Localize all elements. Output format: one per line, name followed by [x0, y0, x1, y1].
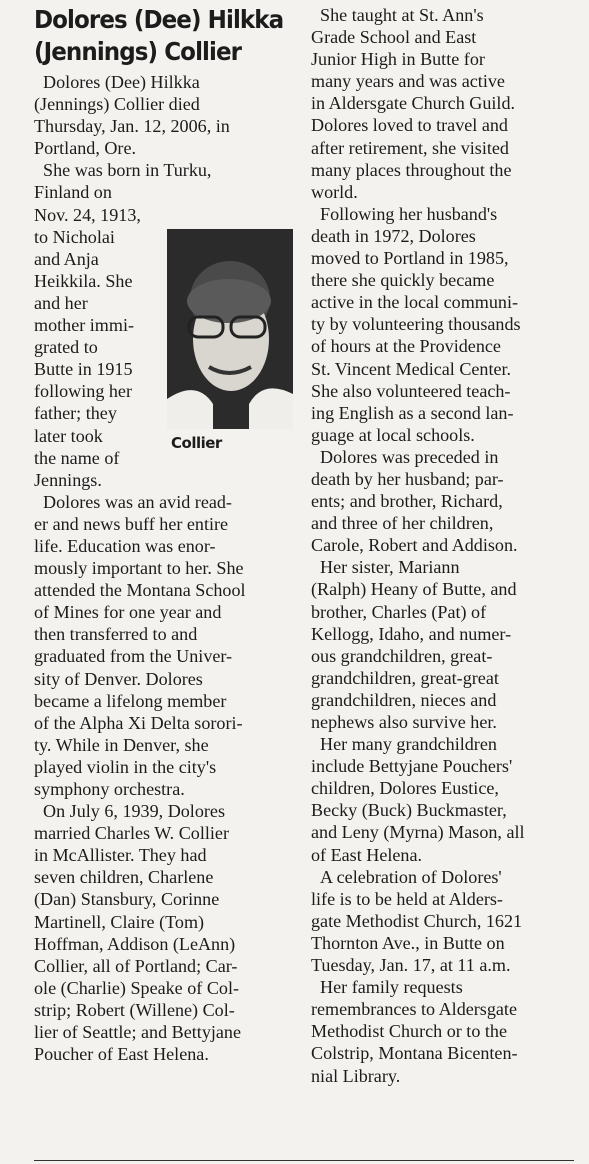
- right-column-line: gate Methodist Church, 1621: [311, 910, 523, 931]
- left-column-line: (Jennings) Collier died: [34, 94, 200, 115]
- right-column-line: nial Library.: [311, 1065, 401, 1086]
- left-column-line: Heikkila. She: [34, 270, 133, 291]
- right-column-line: ents; and brother, Richard,: [311, 491, 503, 512]
- right-column-line: after retirement, she visited: [311, 137, 509, 158]
- right-column-line: Her family requests: [311, 977, 463, 998]
- left-column-line: Butte in 1915: [34, 359, 133, 380]
- right-column-line: and three of her children,: [311, 513, 494, 534]
- right-column-line: many places throughout the: [311, 159, 512, 180]
- left-column-line: Dolores was an avid read-: [34, 491, 232, 512]
- right-column-line: many years and was active: [311, 71, 505, 92]
- right-column-line: brother, Charles (Pat) of: [311, 601, 487, 622]
- left-column-line: father; they: [34, 403, 117, 424]
- left-column-line: grated to: [34, 337, 98, 358]
- right-column-line: children, Dolores Eustice,: [311, 778, 499, 799]
- left-column-line: Poucher of East Helena.: [34, 1044, 209, 1065]
- right-column-line: in Aldersgate Church Guild.: [311, 93, 516, 114]
- left-column-line: of the Alpha Xi Delta sorori-: [34, 712, 243, 733]
- left-column-line: life. Education was enor-: [34, 535, 216, 556]
- left-column-line: Collier, all of Portland; Car-: [34, 955, 238, 976]
- left-column-line: Thursday, Jan. 12, 2006, in: [34, 116, 230, 137]
- right-column-line: Becky (Buck) Buckmaster,: [311, 800, 507, 821]
- right-column-line: (Ralph) Heany of Butte, and: [311, 579, 517, 600]
- portrait-image: [167, 229, 293, 429]
- portrait-photo: [167, 229, 293, 429]
- left-column-line: then transferred to and: [34, 624, 198, 645]
- headline: [34, 4, 301, 68]
- left-column-line: became a lifelong member: [34, 690, 227, 711]
- left-column-line: Finland on: [34, 182, 112, 203]
- left-column-line: sity of Denver. Dolores: [34, 668, 203, 689]
- left-column-line: in McAllister. They had: [34, 845, 207, 866]
- right-column-line: Grade School and East: [311, 27, 477, 48]
- left-column-line: ole (Charlie) Speake of Col-: [34, 977, 239, 998]
- left-column-line: married Charles W. Collier: [34, 823, 229, 844]
- right-column-line: A celebration of Dolores': [311, 866, 502, 887]
- right-column-line: grandchildren, nieces and: [311, 689, 497, 710]
- right-column-line: guage at local schools.: [311, 424, 475, 445]
- left-column-line: attended the Montana School: [34, 580, 246, 601]
- left-column-line: (Dan) Stansbury, Corinne: [34, 889, 220, 910]
- left-column-line: She was born in Turku,: [34, 160, 212, 181]
- right-column-line: Dolores was preceded in: [311, 446, 499, 467]
- left-column-line: seven children, Charlene: [34, 867, 214, 888]
- right-column-line: grandchildren, great-great: [311, 667, 499, 688]
- left-body-text: [34, 71, 300, 1065]
- left-column-line: Nov. 24, 1913,: [34, 204, 141, 225]
- left-column-line: Jennings.: [34, 469, 102, 490]
- right-column-line: Thornton Ave., in Butte on: [311, 932, 505, 953]
- right-column-line: of hours at the Providence: [311, 336, 501, 357]
- right-column-line: Junior High in Butte for: [311, 49, 485, 70]
- right-column-line: Tuesday, Jan. 17, at 11 a.m.: [311, 955, 511, 976]
- right-column-line: include Bettyjane Pouchers': [311, 756, 513, 777]
- left-column-line: ty. While in Denver, she: [34, 734, 209, 755]
- right-column-line: Methodist Church or to the: [311, 1021, 507, 1042]
- left-column-line: of Mines for one year and: [34, 602, 222, 623]
- right-column: [311, 4, 579, 1087]
- right-column-line: Colstrip, Montana Bicenten-: [311, 1043, 518, 1064]
- right-column-line: Following her husband's: [311, 203, 498, 224]
- left-column-line: mother immi-: [34, 315, 135, 336]
- left-column-line: and her: [34, 292, 88, 313]
- left-column-line: and Anja: [34, 248, 99, 269]
- right-column-line: world.: [311, 181, 358, 202]
- right-column-line: remembrances to Aldersgate: [311, 999, 517, 1020]
- right-column-line: ty by volunteering thousands: [311, 314, 521, 335]
- right-column-line: She also volunteered teach-: [311, 380, 511, 401]
- right-column-line: nephews also survive her.: [311, 712, 497, 732]
- bottom-rule: [34, 1160, 574, 1161]
- left-column-line: strip; Robert (Willene) Col-: [34, 999, 235, 1020]
- headline-line-1: Dolores (Dee) Hilkka: [34, 5, 284, 34]
- right-column-line: ous grandchildren, great-: [311, 645, 493, 666]
- left-column-line: lier of Seattle; and Bettyjane: [34, 1022, 242, 1043]
- right-column-line: death by her husband; par-: [311, 468, 504, 489]
- right-column-line: Her sister, Mariann: [311, 557, 460, 578]
- right-column-line: and Leny (Myrna) Mason, all: [311, 822, 525, 843]
- left-column-line: the name of: [34, 447, 120, 468]
- headline-line-2: (Jennings) Collier: [34, 37, 242, 66]
- right-column-line: there she quickly became: [311, 270, 495, 291]
- right-column-line: St. Vincent Medical Center.: [311, 358, 512, 379]
- left-column-line: to Nicholai: [34, 226, 115, 247]
- right-column-line: life is to be held at Alders-: [311, 888, 503, 909]
- right-column-line: Dolores loved to travel and: [311, 115, 508, 136]
- right-column-line: Her many grandchildren: [311, 734, 497, 755]
- left-column-line: Dolores (Dee) Hilkka: [34, 72, 200, 92]
- left-column-line: graduated from the Univer-: [34, 646, 233, 667]
- photo-caption: Collier: [171, 434, 222, 452]
- right-body-text: [311, 4, 579, 1087]
- left-column-line: On July 6, 1939, Dolores: [34, 801, 225, 822]
- left-column: [34, 4, 300, 1065]
- left-column-line: played violin in the city's: [34, 756, 217, 777]
- right-column-line: of East Helena.: [311, 844, 423, 865]
- right-column-line: Kellogg, Idaho, and numer-: [311, 623, 512, 644]
- left-column-line: mously important to her. She: [34, 558, 244, 579]
- left-column-line: Portland, Ore.: [34, 138, 137, 159]
- right-column-line: death in 1972, Dolores: [311, 225, 476, 246]
- right-column-line: moved to Portland in 1985,: [311, 248, 509, 269]
- left-column-line: Martinell, Claire (Tom): [34, 911, 205, 932]
- left-column-line: symphony orchestra.: [34, 779, 185, 799]
- left-column-line: er and news buff her entire: [34, 513, 229, 534]
- right-column-line: ing English as a second lan-: [311, 402, 514, 423]
- left-column-line: following her: [34, 381, 132, 402]
- right-column-line: She taught at St. Ann's: [311, 5, 484, 25]
- left-column-line: later took: [34, 425, 103, 446]
- left-column-line: Hoffman, Addison (LeAnn): [34, 933, 236, 954]
- right-column-line: Carole, Robert and Addison.: [311, 535, 518, 556]
- right-column-line: active in the local communi-: [311, 292, 519, 313]
